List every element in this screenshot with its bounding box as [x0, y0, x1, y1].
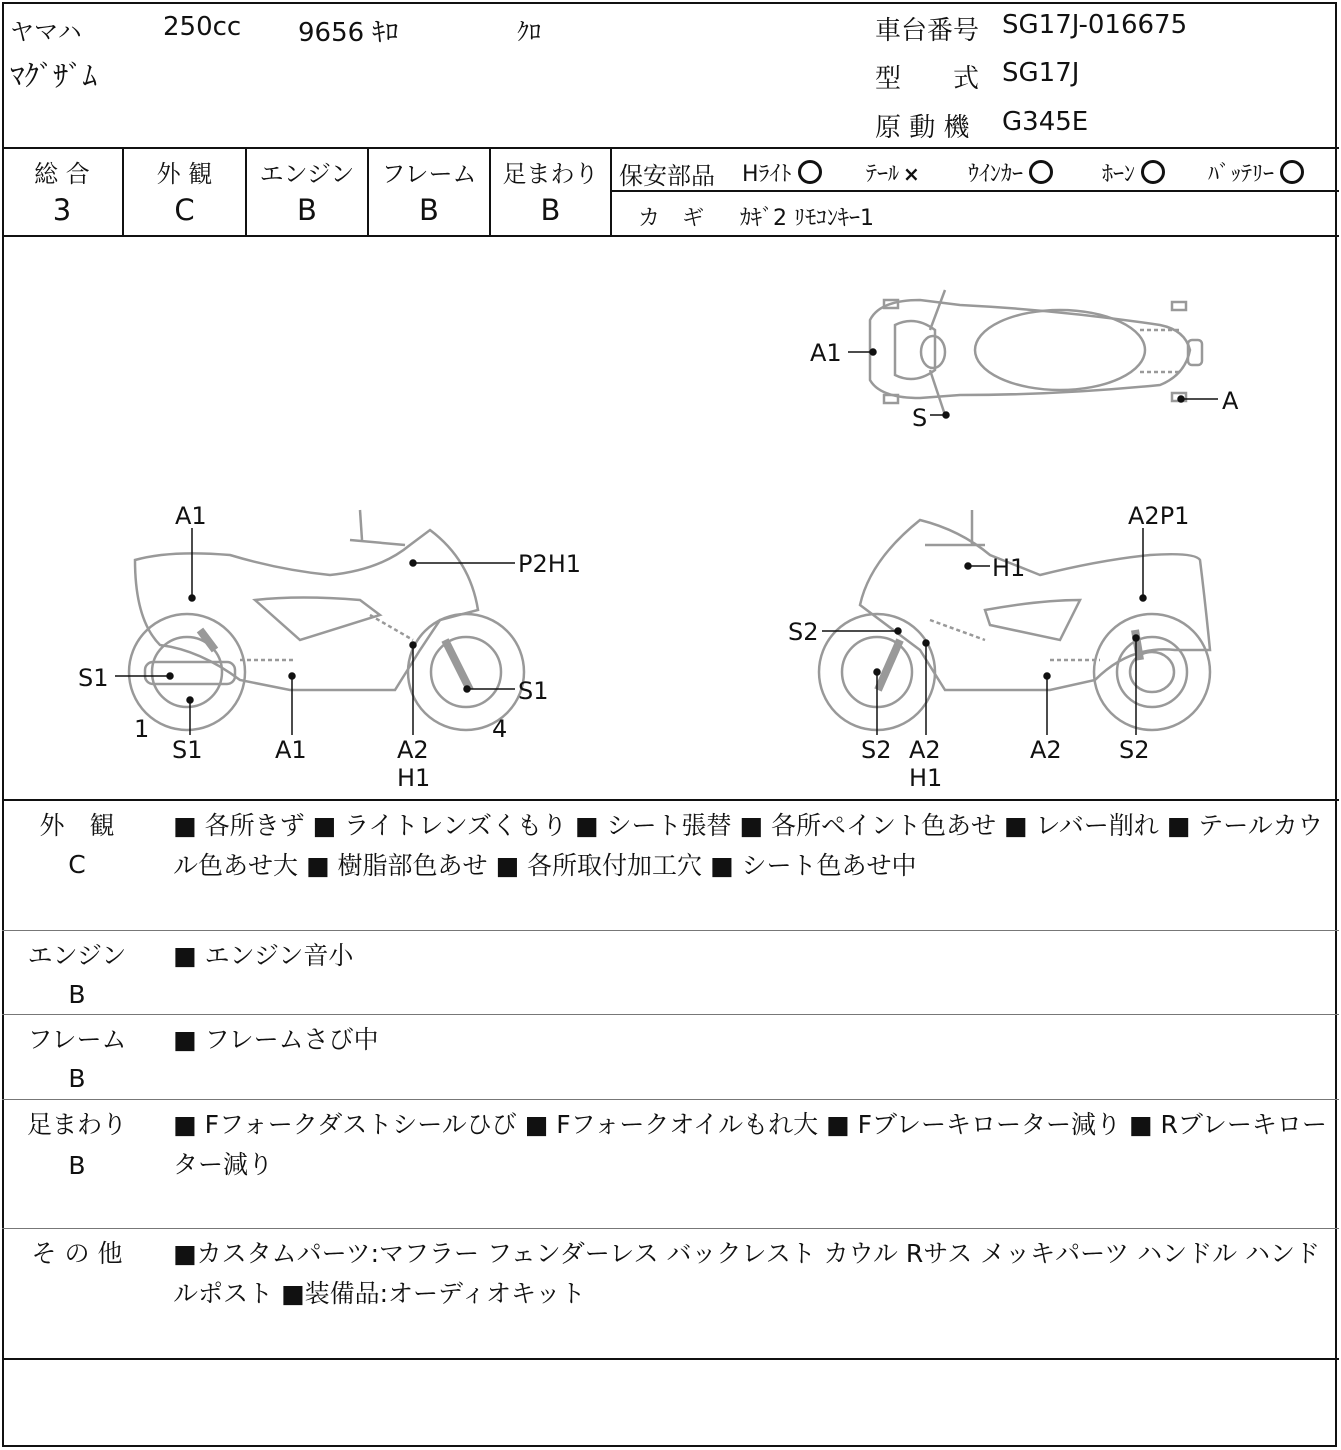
left-label-4: 4 [492, 715, 508, 743]
section-text: ■ フレームさび中 [173, 1025, 379, 1054]
mileage: 9656 ｷﾛ [298, 18, 399, 48]
divider [2, 930, 1339, 931]
section-label: エンジン [27, 941, 127, 970]
displacement: 250cc [163, 12, 242, 42]
section-text: ■ Fフォークダストシールひび ■ Fフォークオイルもれ大 ■ Fブレーキローター減り ■ Rブレーキローター減り [173, 1110, 1327, 1179]
safety-parts [619, 156, 715, 191]
left-label-p2h1: P2H1 [518, 550, 582, 578]
rating-label-suspension: 足まわり [502, 160, 599, 188]
ok-circle-icon [1141, 160, 1165, 184]
key-label: カ ギ [638, 206, 705, 231]
safety-item-name: Hﾗｲﾄ [742, 162, 792, 187]
safety-item-name: ﾃｰﾙ [866, 162, 900, 187]
safety-item-headlight [742, 157, 822, 188]
top-label-a: A [1222, 387, 1239, 415]
safety-item-tail [866, 157, 920, 188]
rating-value-engine: B [297, 193, 317, 227]
rating-value-frame: B [419, 193, 439, 227]
safety-item-horn [1102, 157, 1165, 188]
right-label-s2-left: S2 [788, 618, 819, 646]
section-grade: C [68, 850, 86, 879]
safety-label: 保安部品 [619, 162, 715, 190]
rating-label-engine: エンジン [259, 160, 355, 188]
key-value: ｶｷﾞ2 ﾘﾓｺﾝｷｰ1 [740, 206, 874, 231]
section-label: フレーム [27, 1025, 127, 1054]
safety-item-winker [968, 157, 1053, 188]
right-label-s2-right: S2 [1119, 736, 1150, 764]
frame-no-label: 車台番号 [875, 16, 980, 46]
divider [2, 799, 1339, 801]
frame-no: SG17J-016675 [1002, 10, 1188, 40]
engine-value: G345E [1002, 107, 1089, 137]
rating-value-suspension: B [540, 193, 561, 227]
divider [612, 190, 1339, 192]
rating-label-exterior: 外 観 [156, 160, 213, 188]
right-label-h1: H1 [992, 554, 1026, 582]
rating-value-exterior: C [174, 193, 195, 227]
safety-item-battery [1208, 157, 1304, 188]
left-label-a1-bottom: A1 [275, 736, 307, 764]
right-label-a2-mid: A2 [909, 736, 941, 764]
section-text: ■ 各所きず ■ ライトレンズくもり ■ シート張替 ■ 各所ペイント色あせ ■ レバー削れ ■ テールカウル色あせ大 ■ 樹脂部色あせ ■ 各所取付加工穴 ■ シート色あせ中 [173, 811, 1323, 880]
top-view-scooter [870, 290, 1202, 415]
right-label-s2-bottom: S2 [861, 736, 892, 764]
ok-circle-icon [1280, 160, 1304, 184]
right-label-h1-bottom: H1 [909, 764, 943, 792]
damage-diagram [0, 237, 1341, 800]
top-label-a1: A1 [810, 339, 842, 367]
maker: ヤマハ [10, 18, 82, 46]
left-label-1: 1 [134, 715, 150, 743]
left-label-s1-left: S1 [78, 664, 109, 692]
engine-label: 原 動 機 [875, 113, 970, 143]
ng-cross-icon: × [903, 162, 920, 186]
ok-circle-icon [1029, 160, 1053, 184]
divider [2, 1358, 1339, 1360]
model-name: ﾏｸﾞｻﾞﾑ [10, 59, 98, 93]
left-label-s1-bottom: S1 [172, 736, 203, 764]
right-label-a2p1: A2P1 [1128, 502, 1190, 530]
right-view-markers [822, 528, 1146, 735]
left-label-h1: H1 [397, 764, 431, 792]
safety-item-name: ﾊﾞｯﾃﾘｰ [1208, 162, 1275, 187]
rating-label-overall: 総 合 [34, 160, 90, 188]
rating-label-frame: フレーム [381, 160, 477, 188]
divider [2, 1014, 1339, 1015]
right-label-a2-right: A2 [1030, 736, 1062, 764]
color: ｸﾛ [517, 18, 541, 46]
safety-item-name: ﾎｰﾝ [1102, 162, 1136, 187]
left-label-s1-right: S1 [518, 677, 549, 705]
section-grade: B [68, 1151, 86, 1180]
type-value: SG17J [1002, 58, 1080, 88]
left-label-a1-top: A1 [175, 502, 207, 530]
section-grade: B [68, 980, 86, 1009]
section-text: ■ エンジン音小 [173, 941, 354, 970]
divider [2, 147, 1339, 149]
section-grade: B [68, 1064, 86, 1093]
divider [2, 1228, 1339, 1229]
top-label-s: S [912, 404, 928, 432]
section-label: そ の 他 [31, 1239, 123, 1268]
divider [2, 1099, 1339, 1100]
divider [610, 148, 612, 236]
section-text: ■カスタムパーツ:マフラー フェンダーレス バックレスト カウル Rサス メッキパーツ ハンドル ハンドルポスト ■装備品:オーディオキット [173, 1239, 1321, 1308]
safety-item-name: ｳｲﾝｶｰ [968, 162, 1024, 187]
left-label-a2: A2 [397, 736, 429, 764]
section-label: 外 観 [39, 811, 115, 840]
ok-circle-icon [798, 160, 822, 184]
type-label: 型 式 [875, 64, 980, 94]
rating-value-overall: 3 [52, 193, 72, 227]
section-label: 足まわり [26, 1110, 127, 1139]
